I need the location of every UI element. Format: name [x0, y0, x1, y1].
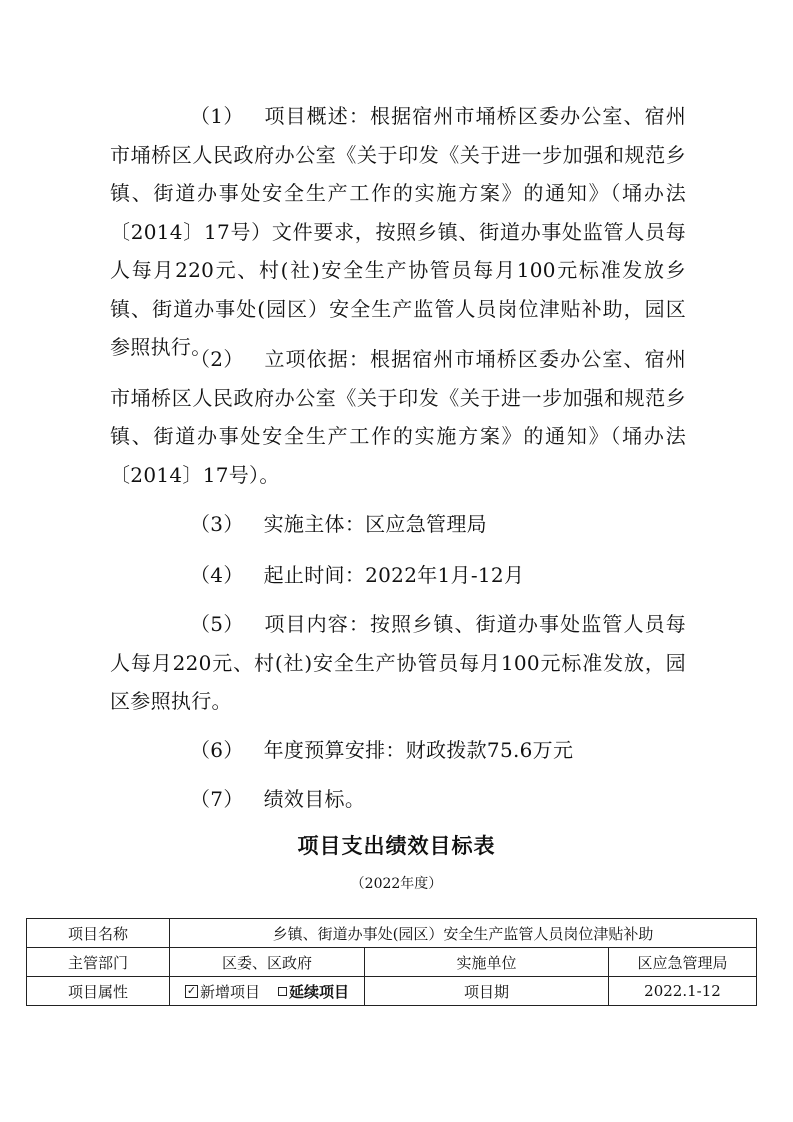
- paragraph-text: 年度预算安排：财政拨款75.6万元: [263, 738, 574, 762]
- table-cell-label: 项目名称: [27, 919, 170, 948]
- paragraph-text: 起止时间：2022年1月-12月: [263, 563, 525, 587]
- performance-goal-table: [26, 918, 757, 1006]
- option-new[interactable]: [185, 983, 260, 1001]
- table-cell-value: 乡镇、街道办事处(园区）安全生产监管人员岗位津贴补助: [170, 919, 757, 948]
- table-cell-value: 2022.1-12: [609, 977, 757, 1006]
- option-label: 延续项目: [289, 982, 350, 1001]
- paragraph-number: （1）: [190, 104, 244, 128]
- paragraph-number: （2）: [190, 347, 244, 371]
- paragraph-number: （6）: [190, 738, 244, 762]
- paragraph-text: 绩效目标。: [263, 787, 366, 811]
- paragraph-text: 项目概述：根据宿州市埇桥区委办公室、宿州市埇桥区人民政府办公室《关于印发《关于进一步加强和规范乡镇、街道办事处安全生产工作的实施方案》的通知》（埇办法〔2014〕17号）文件要求，按照乡镇、街道办事处监管人员每人每月220元、村(社)安全生产协管员每月100元标准发放乡镇、街道办事处(园区）安全生产监管人员岗位津贴补助，园区参照执行。: [110, 104, 686, 359]
- paragraph-text: 立项依据：根据宿州市埇桥区委办公室、宿州市埇桥区人民政府办公室《关于印发《关于进一步加强和规范乡镇、街道办事处安全生产工作的实施方案》的通知》（埇办法〔2014〕17号）。: [110, 347, 686, 487]
- checked-checkbox-icon[interactable]: [185, 985, 198, 998]
- table-cell-label: 实施单位: [365, 948, 609, 977]
- table-row: [27, 948, 757, 977]
- table-subtitle: （2022年度）: [350, 876, 443, 892]
- paragraph-1: [110, 97, 686, 367]
- table-cell-options: [170, 977, 365, 1006]
- paragraph-number: （5）: [190, 612, 244, 636]
- paragraph-number: （3）: [190, 512, 244, 536]
- table-cell-label: 主管部门: [27, 948, 170, 977]
- paragraph-number: （4）: [190, 563, 244, 587]
- paragraph-text: 实施主体：区应急管理局: [263, 512, 487, 536]
- table-row: [27, 919, 757, 948]
- paragraph-4: [110, 556, 686, 595]
- paragraph-text: 项目内容：按照乡镇、街道办事处监管人员每人每月220元、村(社)安全生产协管员每月100元标准发放，园区参照执行。: [110, 612, 686, 713]
- option-label: 新增项目: [199, 982, 260, 1001]
- paragraph-6: [110, 731, 686, 770]
- paragraph-number: （7）: [190, 787, 244, 811]
- paragraph-7: [110, 780, 686, 819]
- table-row: [27, 977, 757, 1006]
- paragraph-5: [110, 605, 686, 721]
- table-cell-value: 区应急管理局: [609, 948, 757, 977]
- empty-checkbox-icon[interactable]: [278, 987, 287, 996]
- table-cell-value: 区委、区政府: [170, 948, 365, 977]
- paragraph-2: [110, 340, 686, 494]
- table-title: 项目支出绩效目标表: [297, 834, 496, 858]
- option-continuing[interactable]: [278, 983, 349, 1001]
- table-cell-label: 项目期: [365, 977, 609, 1006]
- table-cell-label: 项目属性: [27, 977, 170, 1006]
- paragraph-3: [110, 505, 686, 544]
